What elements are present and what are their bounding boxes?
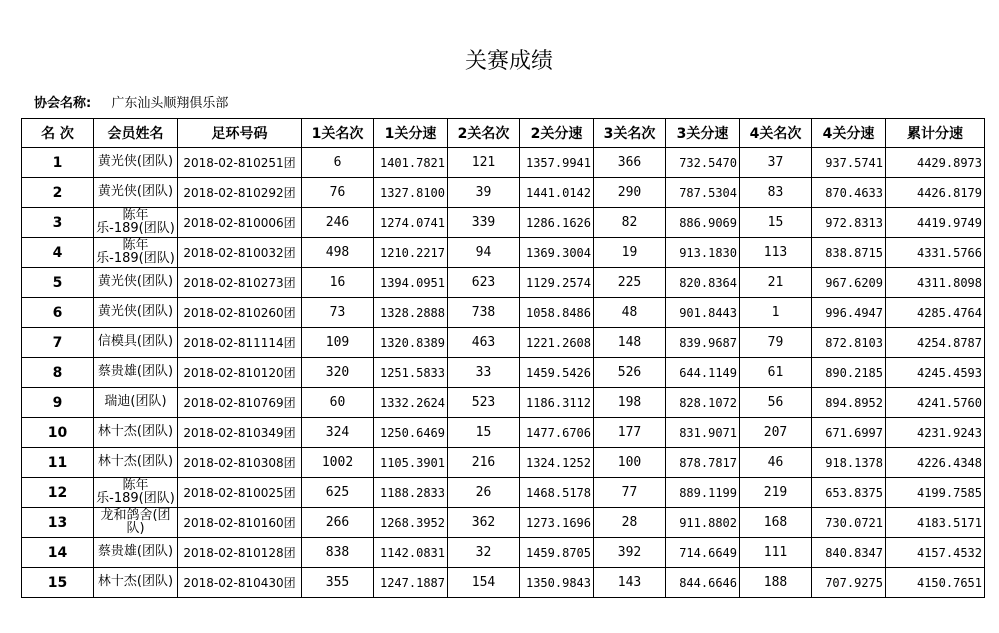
member-name-cell bbox=[94, 268, 178, 298]
stage2-speed-cell: 1369.3004 bbox=[520, 238, 594, 268]
stage2-rank-cell: 39 bbox=[448, 178, 520, 208]
member-name-text: 信模具(团队) bbox=[97, 334, 174, 349]
ring-number-cell: 2018-02-810260团 bbox=[178, 298, 302, 328]
stage2-rank-cell: 463 bbox=[448, 328, 520, 358]
total-speed-cell: 4426.8179 bbox=[886, 178, 985, 208]
ring-number-cell: 2018-02-810128团 bbox=[178, 538, 302, 568]
stage4-speed-cell: 937.5741 bbox=[812, 148, 886, 178]
member-name-cell bbox=[94, 448, 178, 478]
total-speed-cell: 4419.9749 bbox=[886, 208, 985, 238]
rank-cell: 9 bbox=[22, 388, 94, 418]
stage4-speed-cell: 918.1378 bbox=[812, 448, 886, 478]
stage3-rank-cell: 100 bbox=[594, 448, 666, 478]
stage3-speed-cell: 901.8443 bbox=[666, 298, 740, 328]
stage3-speed-cell: 878.7817 bbox=[666, 448, 740, 478]
column-header: 3关名次 bbox=[594, 119, 666, 148]
stage1-speed-cell: 1188.2833 bbox=[374, 478, 448, 508]
header-row bbox=[22, 119, 985, 148]
stage1-speed-cell: 1105.3901 bbox=[374, 448, 448, 478]
stage4-speed-cell: 872.8103 bbox=[812, 328, 886, 358]
total-speed-cell: 4231.9243 bbox=[886, 418, 985, 448]
rank-cell: 3 bbox=[22, 208, 94, 238]
stage4-rank-cell: 188 bbox=[740, 568, 812, 598]
column-header: 足环号码 bbox=[178, 119, 302, 148]
stage4-speed-cell: 707.9275 bbox=[812, 568, 886, 598]
stage1-speed-cell: 1268.3952 bbox=[374, 508, 448, 538]
stage1-rank-cell: 6 bbox=[302, 148, 374, 178]
stage4-speed-cell: 972.8313 bbox=[812, 208, 886, 238]
results-table bbox=[21, 118, 985, 598]
stage1-rank-cell: 625 bbox=[302, 478, 374, 508]
rank-cell: 12 bbox=[22, 478, 94, 508]
stage4-speed-cell: 996.4947 bbox=[812, 298, 886, 328]
stage3-speed-cell: 644.1149 bbox=[666, 358, 740, 388]
rank-cell: 6 bbox=[22, 298, 94, 328]
column-header: 4关分速 bbox=[812, 119, 886, 148]
stage1-rank-cell: 60 bbox=[302, 388, 374, 418]
stage3-rank-cell: 77 bbox=[594, 478, 666, 508]
column-header: 3关分速 bbox=[666, 119, 740, 148]
stage2-speed-cell: 1350.9843 bbox=[520, 568, 594, 598]
rank-cell: 7 bbox=[22, 328, 94, 358]
column-header: 会员姓名 bbox=[94, 119, 178, 148]
total-speed-cell: 4429.8973 bbox=[886, 148, 985, 178]
stage2-rank-cell: 15 bbox=[448, 418, 520, 448]
stage2-rank-cell: 738 bbox=[448, 298, 520, 328]
stage1-speed-cell: 1210.2217 bbox=[374, 238, 448, 268]
stage4-rank-cell: 46 bbox=[740, 448, 812, 478]
stage1-rank-cell: 73 bbox=[302, 298, 374, 328]
stage3-rank-cell: 392 bbox=[594, 538, 666, 568]
stage2-speed-cell: 1286.1626 bbox=[520, 208, 594, 238]
rank-cell: 14 bbox=[22, 538, 94, 568]
column-header: 2关名次 bbox=[448, 119, 520, 148]
member-name-cell bbox=[94, 298, 178, 328]
total-speed-cell: 4241.5760 bbox=[886, 388, 985, 418]
stage3-speed-cell: 820.8364 bbox=[666, 268, 740, 298]
ring-number-cell: 2018-02-810120团 bbox=[178, 358, 302, 388]
table-row bbox=[22, 208, 985, 238]
member-name-cell bbox=[94, 238, 178, 268]
column-header: 2关分速 bbox=[520, 119, 594, 148]
stage3-speed-cell: 831.9071 bbox=[666, 418, 740, 448]
total-speed-cell: 4183.5171 bbox=[886, 508, 985, 538]
stage1-speed-cell: 1250.6469 bbox=[374, 418, 448, 448]
table-row bbox=[22, 448, 985, 478]
member-name-text: 黄光侠(团队) bbox=[97, 184, 174, 199]
stage2-speed-cell: 1324.1252 bbox=[520, 448, 594, 478]
member-name-text: 陈年乐-189(团队) bbox=[96, 237, 175, 266]
member-name-text: 陈年乐-189(团队) bbox=[96, 207, 175, 236]
total-speed-cell: 4245.4593 bbox=[886, 358, 985, 388]
stage4-speed-cell: 838.8715 bbox=[812, 238, 886, 268]
rank-cell: 2 bbox=[22, 178, 94, 208]
stage2-speed-cell: 1221.2608 bbox=[520, 328, 594, 358]
stage1-rank-cell: 1002 bbox=[302, 448, 374, 478]
stage3-speed-cell: 828.1072 bbox=[666, 388, 740, 418]
stage2-speed-cell: 1186.3112 bbox=[520, 388, 594, 418]
stage4-speed-cell: 894.8952 bbox=[812, 388, 886, 418]
stage2-rank-cell: 121 bbox=[448, 148, 520, 178]
stage4-speed-cell: 671.6997 bbox=[812, 418, 886, 448]
table-row bbox=[22, 478, 985, 508]
stage1-speed-cell: 1251.5833 bbox=[374, 358, 448, 388]
member-name-text: 蔡贵雄(团队) bbox=[97, 544, 174, 559]
ring-number-cell: 2018-02-810032团 bbox=[178, 238, 302, 268]
stage4-rank-cell: 207 bbox=[740, 418, 812, 448]
total-speed-cell: 4254.8787 bbox=[886, 328, 985, 358]
rank-cell: 8 bbox=[22, 358, 94, 388]
table-row bbox=[22, 298, 985, 328]
stage4-speed-cell: 870.4633 bbox=[812, 178, 886, 208]
stage4-rank-cell: 219 bbox=[740, 478, 812, 508]
column-header: 累计分速 bbox=[886, 119, 985, 148]
member-name-text: 黄光侠(团队) bbox=[97, 304, 174, 319]
member-name-text: 瑞迪(团队) bbox=[104, 394, 167, 409]
stage3-rank-cell: 526 bbox=[594, 358, 666, 388]
member-name-text: 龙和鸽舍(团队) bbox=[100, 507, 171, 536]
stage1-rank-cell: 320 bbox=[302, 358, 374, 388]
stage4-speed-cell: 730.0721 bbox=[812, 508, 886, 538]
stage1-speed-cell: 1274.0741 bbox=[374, 208, 448, 238]
stage2-speed-cell: 1357.9941 bbox=[520, 148, 594, 178]
member-name-text: 林十杰(团队) bbox=[97, 574, 174, 589]
table-row bbox=[22, 328, 985, 358]
ring-number-cell: 2018-02-810292团 bbox=[178, 178, 302, 208]
stage2-rank-cell: 94 bbox=[448, 238, 520, 268]
stage1-rank-cell: 246 bbox=[302, 208, 374, 238]
stage4-speed-cell: 967.6209 bbox=[812, 268, 886, 298]
stage4-rank-cell: 168 bbox=[740, 508, 812, 538]
rank-cell: 15 bbox=[22, 568, 94, 598]
stage3-rank-cell: 225 bbox=[594, 268, 666, 298]
stage3-speed-cell: 886.9069 bbox=[666, 208, 740, 238]
stage1-speed-cell: 1328.2888 bbox=[374, 298, 448, 328]
stage4-rank-cell: 56 bbox=[740, 388, 812, 418]
member-name-text: 黄光侠(团队) bbox=[97, 154, 174, 169]
stage3-speed-cell: 889.1199 bbox=[666, 478, 740, 508]
ring-number-cell: 2018-02-810349团 bbox=[178, 418, 302, 448]
member-name-cell bbox=[94, 148, 178, 178]
stage2-rank-cell: 32 bbox=[448, 538, 520, 568]
member-name-text: 陈年乐-189(团队) bbox=[96, 477, 175, 506]
ring-number-cell: 2018-02-810769团 bbox=[178, 388, 302, 418]
association-value: 广东汕头顺翔俱乐部 bbox=[111, 96, 229, 111]
stage1-rank-cell: 324 bbox=[302, 418, 374, 448]
table-row bbox=[22, 358, 985, 388]
column-header: 1关名次 bbox=[302, 119, 374, 148]
stage1-speed-cell: 1247.1887 bbox=[374, 568, 448, 598]
stage4-speed-cell: 653.8375 bbox=[812, 478, 886, 508]
stage3-rank-cell: 177 bbox=[594, 418, 666, 448]
stage4-speed-cell: 840.8347 bbox=[812, 538, 886, 568]
table-row bbox=[22, 538, 985, 568]
total-speed-cell: 4226.4348 bbox=[886, 448, 985, 478]
table-row bbox=[22, 238, 985, 268]
column-header: 4关名次 bbox=[740, 119, 812, 148]
stage2-speed-cell: 1273.1696 bbox=[520, 508, 594, 538]
stage2-rank-cell: 33 bbox=[448, 358, 520, 388]
ring-number-cell: 2018-02-810308团 bbox=[178, 448, 302, 478]
stage2-speed-cell: 1441.0142 bbox=[520, 178, 594, 208]
stage4-rank-cell: 61 bbox=[740, 358, 812, 388]
stage3-rank-cell: 143 bbox=[594, 568, 666, 598]
stage3-speed-cell: 787.5304 bbox=[666, 178, 740, 208]
member-name-cell bbox=[94, 388, 178, 418]
stage1-rank-cell: 355 bbox=[302, 568, 374, 598]
stage1-speed-cell: 1332.2624 bbox=[374, 388, 448, 418]
table-row bbox=[22, 508, 985, 538]
total-speed-cell: 4311.8098 bbox=[886, 268, 985, 298]
total-speed-cell: 4157.4532 bbox=[886, 538, 985, 568]
rank-cell: 5 bbox=[22, 268, 94, 298]
ring-number-cell: 2018-02-810251团 bbox=[178, 148, 302, 178]
member-name-text: 林十杰(团队) bbox=[97, 424, 174, 439]
table-row bbox=[22, 568, 985, 598]
table-row bbox=[22, 268, 985, 298]
stage1-speed-cell: 1142.0831 bbox=[374, 538, 448, 568]
stage1-rank-cell: 838 bbox=[302, 538, 374, 568]
total-speed-cell: 4199.7585 bbox=[886, 478, 985, 508]
stage1-rank-cell: 16 bbox=[302, 268, 374, 298]
stage4-rank-cell: 113 bbox=[740, 238, 812, 268]
ring-number-cell: 2018-02-810273团 bbox=[178, 268, 302, 298]
stage2-speed-cell: 1477.6706 bbox=[520, 418, 594, 448]
stage1-speed-cell: 1327.8100 bbox=[374, 178, 448, 208]
stage2-rank-cell: 154 bbox=[448, 568, 520, 598]
member-name-text: 林十杰(团队) bbox=[97, 454, 174, 469]
stage2-rank-cell: 523 bbox=[448, 388, 520, 418]
stage2-speed-cell: 1459.8705 bbox=[520, 538, 594, 568]
stage4-rank-cell: 37 bbox=[740, 148, 812, 178]
member-name-cell bbox=[94, 208, 178, 238]
stage2-speed-cell: 1129.2574 bbox=[520, 268, 594, 298]
stage4-speed-cell: 890.2185 bbox=[812, 358, 886, 388]
stage3-speed-cell: 732.5470 bbox=[666, 148, 740, 178]
member-name-cell bbox=[94, 358, 178, 388]
stage3-rank-cell: 19 bbox=[594, 238, 666, 268]
stage3-rank-cell: 48 bbox=[594, 298, 666, 328]
stage3-speed-cell: 913.1830 bbox=[666, 238, 740, 268]
stage3-speed-cell: 839.9687 bbox=[666, 328, 740, 358]
stage3-rank-cell: 290 bbox=[594, 178, 666, 208]
total-speed-cell: 4331.5766 bbox=[886, 238, 985, 268]
ring-number-cell: 2018-02-810025团 bbox=[178, 478, 302, 508]
stage4-rank-cell: 111 bbox=[740, 538, 812, 568]
table-row bbox=[22, 388, 985, 418]
ring-number-cell: 2018-02-810430团 bbox=[178, 568, 302, 598]
rank-cell: 4 bbox=[22, 238, 94, 268]
member-name-cell bbox=[94, 508, 178, 538]
member-name-text: 蔡贵雄(团队) bbox=[97, 364, 174, 379]
stage3-rank-cell: 82 bbox=[594, 208, 666, 238]
association-line bbox=[34, 92, 228, 111]
table-row bbox=[22, 148, 985, 178]
stage4-rank-cell: 21 bbox=[740, 268, 812, 298]
total-speed-cell: 4150.7651 bbox=[886, 568, 985, 598]
rank-cell: 11 bbox=[22, 448, 94, 478]
ring-number-cell: 2018-02-810160团 bbox=[178, 508, 302, 538]
stage4-rank-cell: 15 bbox=[740, 208, 812, 238]
stage1-rank-cell: 498 bbox=[302, 238, 374, 268]
member-name-cell bbox=[94, 178, 178, 208]
stage3-speed-cell: 911.8802 bbox=[666, 508, 740, 538]
stage1-speed-cell: 1320.8389 bbox=[374, 328, 448, 358]
stage2-rank-cell: 26 bbox=[448, 478, 520, 508]
stage3-speed-cell: 844.6646 bbox=[666, 568, 740, 598]
stage3-rank-cell: 366 bbox=[594, 148, 666, 178]
ring-number-cell: 2018-02-810006团 bbox=[178, 208, 302, 238]
rank-cell: 13 bbox=[22, 508, 94, 538]
stage3-rank-cell: 148 bbox=[594, 328, 666, 358]
stage2-speed-cell: 1459.5426 bbox=[520, 358, 594, 388]
column-header: 1关分速 bbox=[374, 119, 448, 148]
stage2-rank-cell: 362 bbox=[448, 508, 520, 538]
stage3-speed-cell: 714.6649 bbox=[666, 538, 740, 568]
rank-cell: 10 bbox=[22, 418, 94, 448]
stage4-rank-cell: 83 bbox=[740, 178, 812, 208]
stage1-speed-cell: 1394.0951 bbox=[374, 268, 448, 298]
member-name-cell bbox=[94, 568, 178, 598]
page-title: 关赛成绩 bbox=[464, 49, 553, 74]
stage3-rank-cell: 28 bbox=[594, 508, 666, 538]
ring-number-cell: 2018-02-811114团 bbox=[178, 328, 302, 358]
stage1-speed-cell: 1401.7821 bbox=[374, 148, 448, 178]
stage2-speed-cell: 1058.8486 bbox=[520, 298, 594, 328]
stage3-rank-cell: 198 bbox=[594, 388, 666, 418]
stage4-rank-cell: 1 bbox=[740, 298, 812, 328]
member-name-cell bbox=[94, 328, 178, 358]
member-name-cell bbox=[94, 478, 178, 508]
stage2-speed-cell: 1468.5178 bbox=[520, 478, 594, 508]
member-name-text: 黄光侠(团队) bbox=[97, 274, 174, 289]
stage4-rank-cell: 79 bbox=[740, 328, 812, 358]
stage1-rank-cell: 266 bbox=[302, 508, 374, 538]
stage2-rank-cell: 339 bbox=[448, 208, 520, 238]
total-speed-cell: 4285.4764 bbox=[886, 298, 985, 328]
table-row bbox=[22, 418, 985, 448]
table-row bbox=[22, 178, 985, 208]
stage1-rank-cell: 76 bbox=[302, 178, 374, 208]
member-name-cell bbox=[94, 538, 178, 568]
stage1-rank-cell: 109 bbox=[302, 328, 374, 358]
member-name-cell bbox=[94, 418, 178, 448]
rank-cell: 1 bbox=[22, 148, 94, 178]
column-header: 名 次 bbox=[22, 119, 94, 148]
stage2-rank-cell: 623 bbox=[448, 268, 520, 298]
association-label: 协会名称: bbox=[34, 96, 92, 111]
stage2-rank-cell: 216 bbox=[448, 448, 520, 478]
